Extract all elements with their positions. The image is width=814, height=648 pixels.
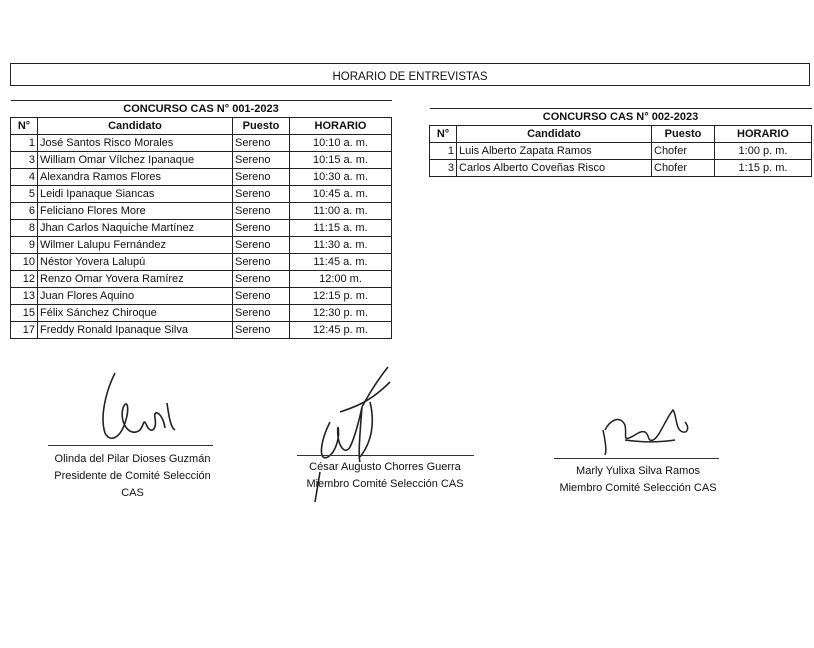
row-number: 8 [11, 220, 38, 237]
table-cas-002 [429, 108, 812, 177]
signature-3-name: Marly Yulixa Silva Ramos [576, 465, 700, 477]
position: Sereno [233, 152, 290, 169]
row-number: 4 [11, 169, 38, 186]
candidate-name: Freddy Ronald Ipanaque Silva [38, 322, 233, 339]
row-number: 6 [11, 203, 38, 220]
schedule-time: 10:15 a. m. [290, 152, 392, 169]
candidate-name: Félix Sánchez Chiroque [38, 305, 233, 322]
schedule-time: 11:15 a. m. [290, 220, 392, 237]
candidate-name: Carlos Alberto Coveñas Risco [457, 160, 652, 177]
signature-1-name: Olinda del Pilar Dioses Guzmán [54, 453, 211, 465]
table-row [11, 254, 392, 271]
table-row [11, 169, 392, 186]
table-caption: CONCURSO CAS N° 002-2023 [430, 109, 812, 126]
schedule-time: 10:10 a. m. [290, 135, 392, 152]
position: Sereno [233, 169, 290, 186]
schedule-time: 10:45 a. m. [290, 186, 392, 203]
position: Sereno [233, 271, 290, 288]
schedule-time: 12:15 p. m. [290, 288, 392, 305]
schedule-time: 1:00 p. m. [715, 143, 812, 160]
col-header-puesto: Puesto [233, 118, 290, 135]
signature-2-block [285, 459, 485, 493]
table-row [430, 160, 812, 177]
schedule-time: 11:00 a. m. [290, 203, 392, 220]
candidate-name: Luis Alberto Zapata Ramos [457, 143, 652, 160]
candidate-name: William Omar Vílchez Ipanaque [38, 152, 233, 169]
position: Sereno [233, 135, 290, 152]
table-row [11, 288, 392, 305]
table-caption: CONCURSO CAS N° 001-2023 [11, 101, 392, 118]
table-row [11, 305, 392, 322]
table-row [11, 203, 392, 220]
position: Sereno [233, 254, 290, 271]
table-row [11, 135, 392, 152]
candidate-name: Néstor Yovera Lalupú [38, 254, 233, 271]
row-number: 1 [430, 143, 457, 160]
row-number: 10 [11, 254, 38, 271]
position: Sereno [233, 288, 290, 305]
row-number: 5 [11, 186, 38, 203]
title-box [10, 63, 810, 86]
table-body [430, 143, 812, 177]
position: Chofer [652, 143, 715, 160]
table-row [11, 220, 392, 237]
row-number: 1 [11, 135, 38, 152]
schedule-time: 12:30 p. m. [290, 305, 392, 322]
schedule-time: 10:30 a. m. [290, 169, 392, 186]
signature-1-line [48, 445, 213, 446]
position: Sereno [233, 203, 290, 220]
col-header-horario: HORARIO [290, 118, 392, 135]
candidate-name: Juan Flores Aquino [38, 288, 233, 305]
table-body [11, 135, 392, 339]
signature-1-role: Presidente de Comité Selección [54, 470, 211, 482]
position: Sereno [233, 237, 290, 254]
schedule-time: 11:30 a. m. [290, 237, 392, 254]
candidate-name: Leidi Ipanaque Siancas [38, 186, 233, 203]
row-number: 3 [11, 152, 38, 169]
table-row [11, 152, 392, 169]
signature-3-scribble [595, 400, 695, 460]
col-header-n: N° [430, 126, 457, 143]
position: Sereno [233, 322, 290, 339]
table-row [11, 271, 392, 288]
table-row [430, 143, 812, 160]
table-header-row [430, 126, 812, 143]
table-row [11, 322, 392, 339]
signature-1-block [40, 451, 225, 502]
row-number: 13 [11, 288, 38, 305]
col-header-n: N° [11, 118, 38, 135]
candidate-name: Renzo Omar Yovera Ramírez [38, 271, 233, 288]
position: Sereno [233, 186, 290, 203]
row-number: 12 [11, 271, 38, 288]
col-header-horario: HORARIO [715, 126, 812, 143]
position: Sereno [233, 220, 290, 237]
table-header-row [11, 118, 392, 135]
candidate-name: Alexandra Ramos Flores [38, 169, 233, 186]
candidate-name: Wilmer Lalupu Fernández [38, 237, 233, 254]
page-title: HORARIO DE ENTREVISTAS [332, 71, 488, 83]
col-header-candidato: Candidato [38, 118, 233, 135]
signature-1-role-2: CAS [121, 487, 144, 499]
table-row [11, 237, 392, 254]
schedule-time: 12:00 m. [290, 271, 392, 288]
table-row [11, 186, 392, 203]
signature-1-scribble [85, 368, 185, 448]
schedule-time: 12:45 p. m. [290, 322, 392, 339]
schedule-time: 1:15 p. m. [715, 160, 812, 177]
row-number: 3 [430, 160, 457, 177]
position: Chofer [652, 160, 715, 177]
signature-2-line [297, 455, 474, 456]
row-number: 15 [11, 305, 38, 322]
signature-2-name: César Augusto Chorres Guerra [309, 461, 461, 473]
row-number: 17 [11, 322, 38, 339]
col-header-puesto: Puesto [652, 126, 715, 143]
row-number: 9 [11, 237, 38, 254]
col-header-candidato: Candidato [457, 126, 652, 143]
candidate-name: Jhan Carlos Naquiche Martínez [38, 220, 233, 237]
signature-3-block [538, 463, 738, 497]
schedule-time: 11:45 a. m. [290, 254, 392, 271]
position: Sereno [233, 305, 290, 322]
table-cas-001 [10, 100, 392, 339]
signature-2-role: Miembro Comité Selección CAS [306, 478, 464, 490]
candidate-name: Feliciano Flores More [38, 203, 233, 220]
signature-3-role: Miembro Comité Selección CAS [559, 482, 717, 494]
candidate-name: José Santos Risco Morales [38, 135, 233, 152]
signature-3-line [554, 458, 719, 459]
